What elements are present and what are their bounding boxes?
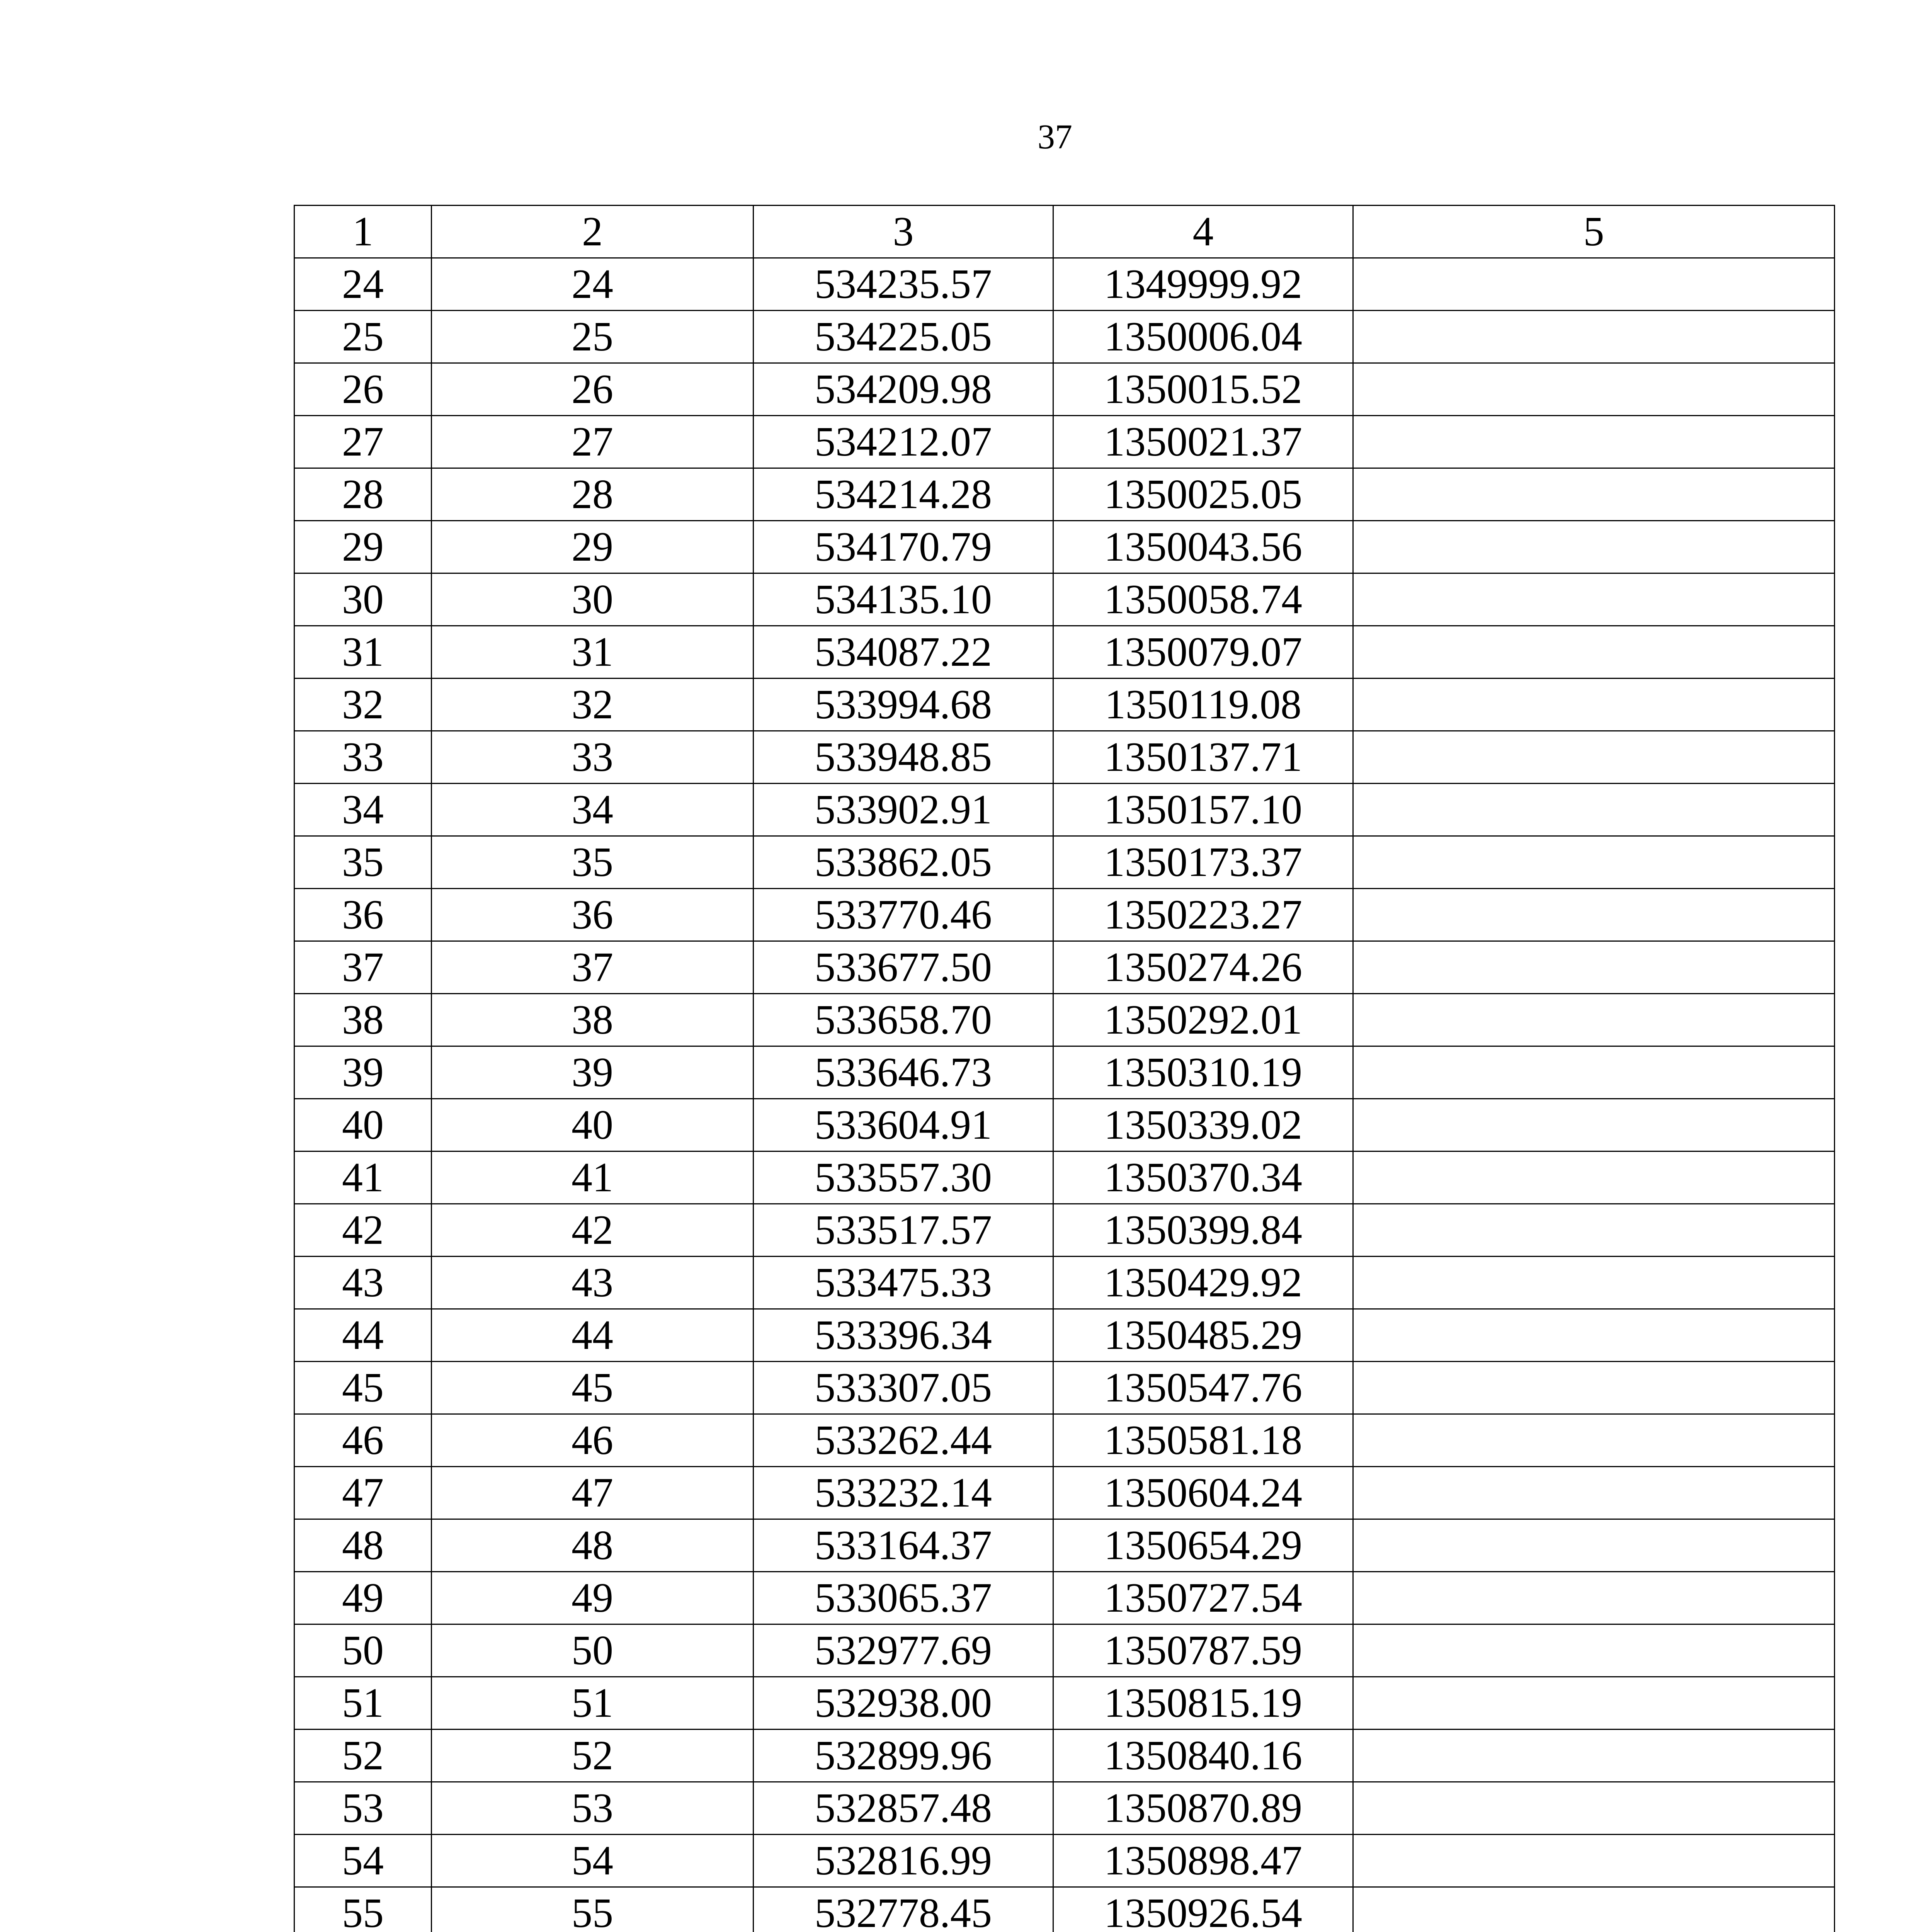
x-coordinate-cell: 532977.69	[754, 1624, 1053, 1677]
row-number-cell: 24	[294, 258, 432, 311]
table-header-row	[294, 206, 1835, 258]
point-number-cell: 40	[432, 1099, 754, 1151]
x-coordinate-cell: 533396.34	[754, 1309, 1053, 1362]
row-number-cell: 44	[294, 1309, 432, 1362]
row-number-cell: 27	[294, 416, 432, 468]
row-number-cell: 47	[294, 1467, 432, 1519]
y-coordinate-cell: 1350339.02	[1053, 1099, 1353, 1151]
point-number-cell: 27	[432, 416, 754, 468]
note-cell	[1353, 573, 1835, 626]
x-coordinate-cell: 534135.10	[754, 573, 1053, 626]
note-cell	[1353, 626, 1835, 679]
point-number-cell: 37	[432, 941, 754, 994]
x-coordinate-cell: 534087.22	[754, 626, 1053, 679]
point-number-cell: 49	[432, 1572, 754, 1624]
row-number-cell: 54	[294, 1835, 432, 1887]
y-coordinate-cell: 1350015.52	[1053, 363, 1353, 416]
table-row	[294, 1309, 1835, 1362]
table-row	[294, 1414, 1835, 1467]
row-number-cell: 33	[294, 731, 432, 784]
row-number-cell: 46	[294, 1414, 432, 1467]
x-coordinate-cell: 533232.14	[754, 1467, 1053, 1519]
y-coordinate-cell: 1350787.59	[1053, 1624, 1353, 1677]
note-cell	[1353, 1677, 1835, 1730]
table-row	[294, 731, 1835, 784]
x-coordinate-cell: 534170.79	[754, 521, 1053, 573]
coordinates-table	[294, 205, 1835, 1932]
y-coordinate-cell: 1350025.05	[1053, 468, 1353, 521]
row-number-cell: 45	[294, 1362, 432, 1414]
point-number-cell: 33	[432, 731, 754, 784]
note-cell	[1353, 836, 1835, 889]
table-row	[294, 1782, 1835, 1835]
table-row	[294, 521, 1835, 573]
table-row	[294, 1046, 1835, 1099]
note-cell	[1353, 468, 1835, 521]
table-row	[294, 311, 1835, 363]
y-coordinate-cell: 1350173.37	[1053, 836, 1353, 889]
note-cell	[1353, 1309, 1835, 1362]
row-number-cell: 48	[294, 1519, 432, 1572]
note-cell	[1353, 1362, 1835, 1414]
x-coordinate-cell: 533517.57	[754, 1204, 1053, 1257]
x-coordinate-cell: 533164.37	[754, 1519, 1053, 1572]
table-row	[294, 1204, 1835, 1257]
y-coordinate-cell: 1350870.89	[1053, 1782, 1353, 1835]
row-number-cell: 31	[294, 626, 432, 679]
note-cell	[1353, 784, 1835, 836]
table-row	[294, 1519, 1835, 1572]
table-row	[294, 626, 1835, 679]
note-cell	[1353, 258, 1835, 311]
y-coordinate-cell: 1350006.04	[1053, 311, 1353, 363]
row-number-cell: 25	[294, 311, 432, 363]
table-row	[294, 1572, 1835, 1624]
x-coordinate-cell: 533994.68	[754, 679, 1053, 731]
table-row	[294, 1677, 1835, 1730]
point-number-cell: 47	[432, 1467, 754, 1519]
y-coordinate-cell: 1350292.01	[1053, 994, 1353, 1046]
y-coordinate-cell: 1349999.92	[1053, 258, 1353, 311]
note-cell	[1353, 1204, 1835, 1257]
table-row	[294, 1887, 1835, 1932]
point-number-cell: 34	[432, 784, 754, 836]
row-number-cell: 52	[294, 1730, 432, 1782]
x-coordinate-cell: 533646.73	[754, 1046, 1053, 1099]
y-coordinate-cell: 1350581.18	[1053, 1414, 1353, 1467]
note-cell	[1353, 363, 1835, 416]
table-row	[294, 679, 1835, 731]
x-coordinate-cell: 532816.99	[754, 1835, 1053, 1887]
point-number-cell: 55	[432, 1887, 754, 1932]
y-coordinate-cell: 1350727.54	[1053, 1572, 1353, 1624]
note-cell	[1353, 1257, 1835, 1309]
point-number-cell: 44	[432, 1309, 754, 1362]
note-cell	[1353, 1467, 1835, 1519]
y-coordinate-cell: 1350926.54	[1053, 1887, 1353, 1932]
point-number-cell: 54	[432, 1835, 754, 1887]
point-number-cell: 28	[432, 468, 754, 521]
note-cell	[1353, 889, 1835, 941]
column-header-4: 4	[1053, 206, 1353, 258]
row-number-cell: 39	[294, 1046, 432, 1099]
x-coordinate-cell: 533065.37	[754, 1572, 1053, 1624]
y-coordinate-cell: 1350157.10	[1053, 784, 1353, 836]
x-coordinate-cell: 534212.07	[754, 416, 1053, 468]
point-number-cell: 25	[432, 311, 754, 363]
y-coordinate-cell: 1350815.19	[1053, 1677, 1353, 1730]
point-number-cell: 50	[432, 1624, 754, 1677]
x-coordinate-cell: 533770.46	[754, 889, 1053, 941]
row-number-cell: 34	[294, 784, 432, 836]
point-number-cell: 38	[432, 994, 754, 1046]
column-header-5: 5	[1353, 206, 1835, 258]
point-number-cell: 30	[432, 573, 754, 626]
table-row	[294, 1362, 1835, 1414]
x-coordinate-cell: 533475.33	[754, 1257, 1053, 1309]
row-number-cell: 49	[294, 1572, 432, 1624]
point-number-cell: 29	[432, 521, 754, 573]
point-number-cell: 48	[432, 1519, 754, 1572]
table-row	[294, 784, 1835, 836]
table-row	[294, 573, 1835, 626]
note-cell	[1353, 1730, 1835, 1782]
table-row	[294, 1624, 1835, 1677]
table-row	[294, 1099, 1835, 1151]
note-cell	[1353, 1782, 1835, 1835]
y-coordinate-cell: 1350547.76	[1053, 1362, 1353, 1414]
row-number-cell: 53	[294, 1782, 432, 1835]
x-coordinate-cell: 533677.50	[754, 941, 1053, 994]
table-row	[294, 468, 1835, 521]
row-number-cell: 30	[294, 573, 432, 626]
note-cell	[1353, 1099, 1835, 1151]
x-coordinate-cell: 533948.85	[754, 731, 1053, 784]
row-number-cell: 40	[294, 1099, 432, 1151]
y-coordinate-cell: 1350274.26	[1053, 941, 1353, 994]
x-coordinate-cell: 534214.28	[754, 468, 1053, 521]
y-coordinate-cell: 1350043.56	[1053, 521, 1353, 573]
row-number-cell: 42	[294, 1204, 432, 1257]
table-body	[294, 206, 1835, 1932]
x-coordinate-cell: 532938.00	[754, 1677, 1053, 1730]
y-coordinate-cell: 1350058.74	[1053, 573, 1353, 626]
point-number-cell: 26	[432, 363, 754, 416]
point-number-cell: 43	[432, 1257, 754, 1309]
table-row	[294, 258, 1835, 311]
table-row	[294, 994, 1835, 1046]
y-coordinate-cell: 1350223.27	[1053, 889, 1353, 941]
row-number-cell: 38	[294, 994, 432, 1046]
table-row	[294, 836, 1835, 889]
x-coordinate-cell: 532857.48	[754, 1782, 1053, 1835]
note-cell	[1353, 1519, 1835, 1572]
table-row	[294, 1835, 1835, 1887]
y-coordinate-cell: 1350137.71	[1053, 731, 1353, 784]
point-number-cell: 31	[432, 626, 754, 679]
point-number-cell: 32	[432, 679, 754, 731]
row-number-cell: 32	[294, 679, 432, 731]
note-cell	[1353, 1624, 1835, 1677]
note-cell	[1353, 941, 1835, 994]
table-row	[294, 941, 1835, 994]
row-number-cell: 35	[294, 836, 432, 889]
y-coordinate-cell: 1350310.19	[1053, 1046, 1353, 1099]
x-coordinate-cell: 533557.30	[754, 1151, 1053, 1204]
x-coordinate-cell: 533658.70	[754, 994, 1053, 1046]
x-coordinate-cell: 534235.57	[754, 258, 1053, 311]
y-coordinate-cell: 1350898.47	[1053, 1835, 1353, 1887]
x-coordinate-cell: 533902.91	[754, 784, 1053, 836]
table-row	[294, 1467, 1835, 1519]
column-header-1: 1	[294, 206, 432, 258]
point-number-cell: 53	[432, 1782, 754, 1835]
note-cell	[1353, 994, 1835, 1046]
note-cell	[1353, 1414, 1835, 1467]
y-coordinate-cell: 1350399.84	[1053, 1204, 1353, 1257]
y-coordinate-cell: 1350370.34	[1053, 1151, 1353, 1204]
x-coordinate-cell: 533604.91	[754, 1099, 1053, 1151]
point-number-cell: 42	[432, 1204, 754, 1257]
x-coordinate-cell: 534225.05	[754, 311, 1053, 363]
table-row	[294, 1730, 1835, 1782]
column-header-2: 2	[432, 206, 754, 258]
y-coordinate-cell: 1350021.37	[1053, 416, 1353, 468]
note-cell	[1353, 416, 1835, 468]
point-number-cell: 36	[432, 889, 754, 941]
x-coordinate-cell: 533307.05	[754, 1362, 1053, 1414]
point-number-cell: 24	[432, 258, 754, 311]
x-coordinate-cell: 533862.05	[754, 836, 1053, 889]
row-number-cell: 28	[294, 468, 432, 521]
point-number-cell: 52	[432, 1730, 754, 1782]
table-row	[294, 1151, 1835, 1204]
note-cell	[1353, 1572, 1835, 1624]
row-number-cell: 50	[294, 1624, 432, 1677]
row-number-cell: 51	[294, 1677, 432, 1730]
row-number-cell: 36	[294, 889, 432, 941]
y-coordinate-cell: 1350654.29	[1053, 1519, 1353, 1572]
row-number-cell: 37	[294, 941, 432, 994]
y-coordinate-cell: 1350604.24	[1053, 1467, 1353, 1519]
column-header-3: 3	[754, 206, 1053, 258]
row-number-cell: 55	[294, 1887, 432, 1932]
x-coordinate-cell: 534209.98	[754, 363, 1053, 416]
x-coordinate-cell: 533262.44	[754, 1414, 1053, 1467]
page-number: 37	[1038, 118, 1072, 156]
table-row	[294, 1257, 1835, 1309]
note-cell	[1353, 1046, 1835, 1099]
note-cell	[1353, 731, 1835, 784]
y-coordinate-cell: 1350485.29	[1053, 1309, 1353, 1362]
row-number-cell: 26	[294, 363, 432, 416]
table-row	[294, 416, 1835, 468]
table-row	[294, 363, 1835, 416]
table-row	[294, 889, 1835, 941]
point-number-cell: 41	[432, 1151, 754, 1204]
row-number-cell: 41	[294, 1151, 432, 1204]
point-number-cell: 35	[432, 836, 754, 889]
point-number-cell: 45	[432, 1362, 754, 1414]
x-coordinate-cell: 532899.96	[754, 1730, 1053, 1782]
note-cell	[1353, 1151, 1835, 1204]
point-number-cell: 46	[432, 1414, 754, 1467]
y-coordinate-cell: 1350429.92	[1053, 1257, 1353, 1309]
note-cell	[1353, 521, 1835, 573]
note-cell	[1353, 679, 1835, 731]
row-number-cell: 29	[294, 521, 432, 573]
x-coordinate-cell: 532778.45	[754, 1887, 1053, 1932]
note-cell	[1353, 1835, 1835, 1887]
point-number-cell: 39	[432, 1046, 754, 1099]
y-coordinate-cell: 1350119.08	[1053, 679, 1353, 731]
y-coordinate-cell: 1350840.16	[1053, 1730, 1353, 1782]
point-number-cell: 51	[432, 1677, 754, 1730]
note-cell	[1353, 1887, 1835, 1932]
note-cell	[1353, 311, 1835, 363]
row-number-cell: 43	[294, 1257, 432, 1309]
y-coordinate-cell: 1350079.07	[1053, 626, 1353, 679]
